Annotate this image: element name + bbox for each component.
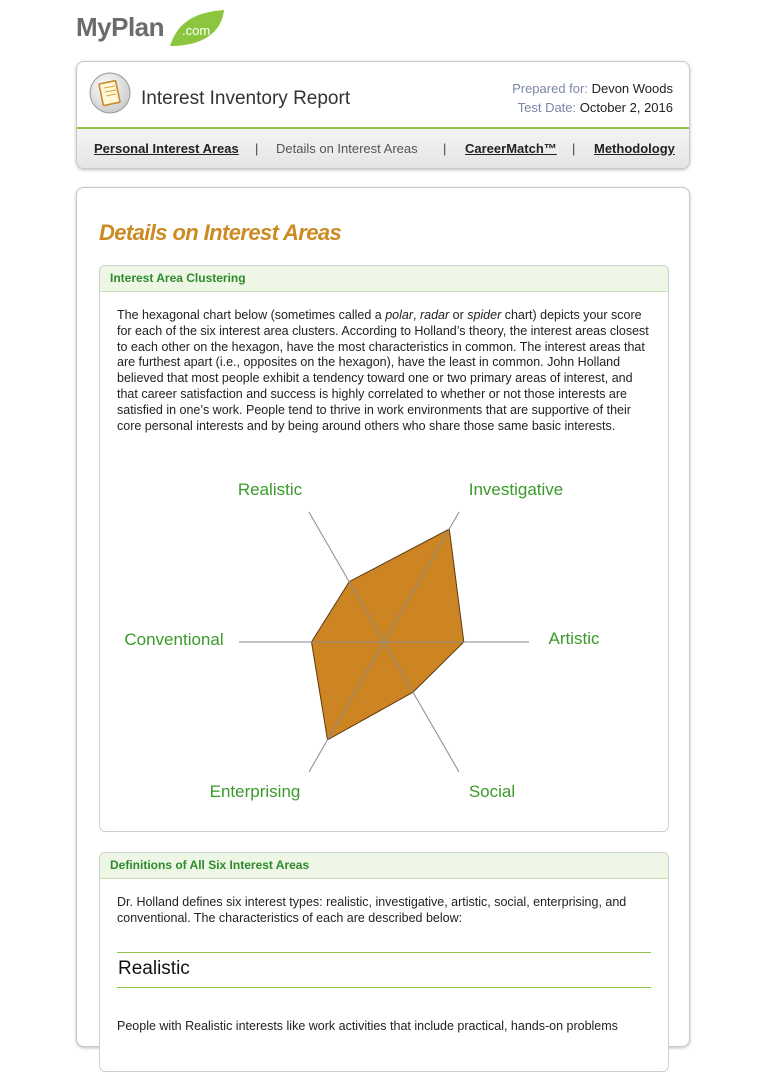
report-header-card [76, 61, 690, 169]
clustering-description: The hexagonal chart below (sometimes called a polar, radar or spider chart) depicts your score for each of the six interest area clusters. According to Holland’s theory, the interest areas closest to each other on the hexagon, have the most characteristics in common. The interest areas that are furthest apart (i.e., opposites on the hexagon), have the least in common. John Holland believed that most people exhibit a tendency toward one or two primary areas of interest, and that career satisfaction and success is highly correlated to whether or not those interests are satisfied in one’s work. People tend to thrive in work environments that are supportive of their core personal interests and by being around others who share those same basic interests. [117, 308, 649, 433]
nav-separator: | [443, 141, 447, 156]
divider [117, 987, 651, 988]
panel-header: Interest Area Clustering [100, 266, 668, 292]
logo-suffix: .com [182, 23, 211, 38]
report-notepad-icon [89, 72, 131, 114]
leaf-logo-icon [168, 8, 226, 48]
main-content-card [76, 187, 690, 1047]
axis-label-realistic: Realistic [237, 480, 303, 499]
divider [117, 952, 651, 953]
nav-careermatch[interactable]: CareerMatch™ [465, 141, 557, 156]
panel-header: Definitions of All Six Interest Areas [100, 853, 668, 879]
definitions-panel [99, 852, 669, 1072]
report-header [77, 62, 689, 129]
logo-text: MyPlan [76, 12, 165, 42]
nav-personal-interest-areas[interactable]: Personal Interest Areas [94, 141, 239, 156]
prepared-for-label: Prepared for: [512, 81, 588, 96]
axis-label-artistic: Artistic [548, 629, 600, 648]
nav-separator: | [572, 141, 576, 156]
prepared-info [512, 79, 673, 117]
realistic-heading: Realistic [118, 958, 190, 979]
report-title: Interest Inventory Report [141, 88, 351, 109]
axis-label-investigative: Investigative [468, 480, 564, 499]
test-date-value: October 2, 2016 [579, 100, 673, 115]
score-area [312, 529, 464, 740]
axis-label-enterprising: Enterprising [209, 782, 301, 801]
test-date-label: Test Date: [517, 100, 577, 115]
interest-radar-chart [100, 461, 668, 816]
report-nav [77, 129, 689, 169]
nav-details-on-interest-areas: Details on Interest Areas [276, 141, 418, 156]
realistic-description: People with Realistic interests like work activities that include practical, hands-on problems [117, 1019, 618, 1033]
axis-label-conventional: Conventional [124, 630, 224, 649]
nav-separator: | [255, 141, 259, 156]
interest-area-clustering-panel [99, 265, 669, 832]
axis-label-social: Social [468, 782, 516, 801]
prepared-for-value: Devon Woods [591, 81, 673, 96]
page-title: Details on Interest Areas [99, 220, 342, 245]
nav-methodology[interactable]: Methodology [594, 141, 675, 156]
definitions-intro: Dr. Holland defines six interest types: realistic, investigative, artistic, social, enterprising, and conventional. The characteristics of each are described below: [117, 895, 627, 925]
